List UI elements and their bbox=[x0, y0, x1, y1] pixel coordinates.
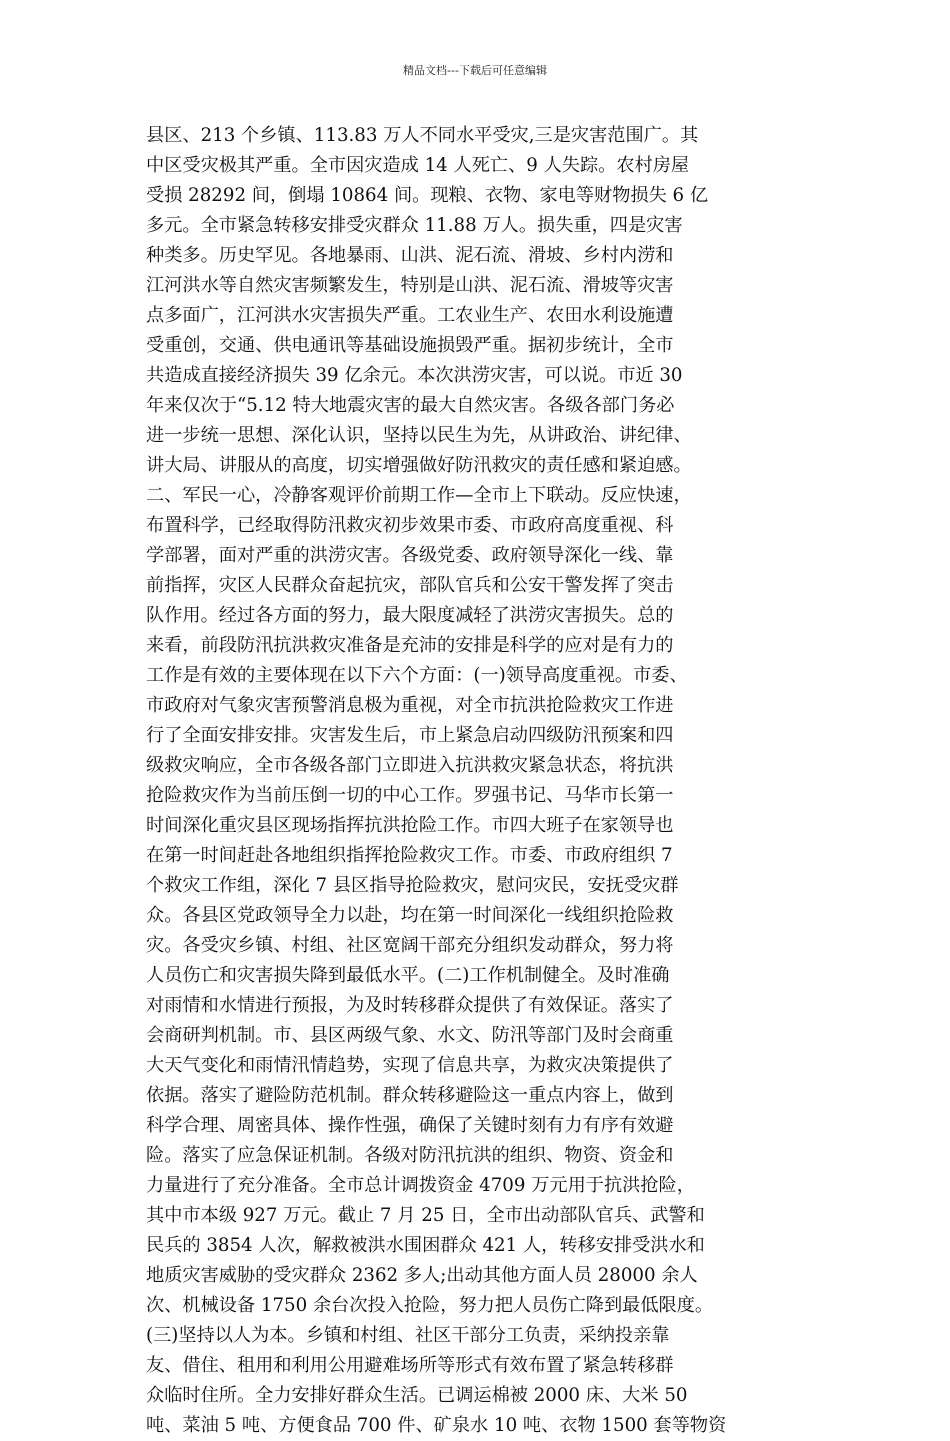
text-line: 个救灾工作组，深化 7 县区指导抢险救灾，慰问灾民，安抚受灾群 bbox=[146, 875, 679, 896]
text-line: 科学合理、周密具体、操作性强，确保了关键时刻有力有序有效避 bbox=[146, 1115, 674, 1136]
text-line: 工作是有效的主要体现在以下六个方面：(一)领导高度重视。市委、 bbox=[146, 665, 688, 686]
text-line: 受损 28292 间，倒塌 10864 间。现粮、衣物、家电等财物损失 6 亿 bbox=[146, 185, 709, 206]
text-line: 来看，前段防汛抗洪救灾准备是充沛的安排是科学的应对是有力的 bbox=[146, 635, 674, 656]
text-line: 会商研判机制。市、县区两级气象、水文、防汛等部门及时会商重 bbox=[146, 1025, 674, 1046]
text-line: 学部署，面对严重的洪涝灾害。各级党委、政府领导深化一线、靠 bbox=[146, 545, 674, 566]
text-line: 二、军民一心，冷静客观评价前期工作—全市上下联动。反应快速， bbox=[146, 485, 692, 506]
text-line: 种类多。历史罕见。各地暴雨、山洪、泥石流、滑坡、乡村内涝和 bbox=[146, 245, 674, 266]
text-line: 前指挥，灾区人民群众奋起抗灾，部队官兵和公安干警发挥了突击 bbox=[146, 575, 674, 596]
text-line: 行了全面安排安排。灾害发生后，市上紧急启动四级防汛预案和四 bbox=[146, 725, 674, 746]
text-line: 讲大局、讲服从的高度，切实增强做好防汛救灾的责任感和紧迫感。 bbox=[146, 455, 692, 476]
text-line: 大天气变化和雨情汛情趋势，实现了信息共享，为救灾决策提供了 bbox=[146, 1055, 674, 1076]
text-line: 友、借住、租用和利用公用避难场所等形式有效布置了紧急转移群 bbox=[146, 1355, 674, 1376]
text-line: 对雨情和水情进行预报，为及时转移群众提供了有效保证。落实了 bbox=[146, 995, 674, 1016]
text-line: 抢险救灾作为当前压倒一切的中心工作。罗强书记、马华市长第一 bbox=[146, 785, 674, 806]
text-line: (三)坚持以人为本。乡镇和村组、社区干部分工负责，采纳投亲靠 bbox=[146, 1325, 670, 1346]
text-line: 险。落实了应急保证机制。各级对防汛抗洪的组织、物资、资金和 bbox=[146, 1145, 674, 1166]
text-line: 队作用。经过各方面的努力，最大限度减轻了洪涝灾害损失。总的 bbox=[146, 605, 674, 626]
text-line: 次、机械设备 1750 余台次投入抢险，努力把人员伤亡降到最低限度。 bbox=[146, 1295, 714, 1316]
text-line: 其中市本级 927 万元。截止 7 月 25 日，全市出动部队官兵、武警和 bbox=[146, 1205, 705, 1226]
text-line: 受重创，交通、供电通讯等基础设施损毁严重。据初步统计，全市 bbox=[146, 335, 674, 356]
text-line: 县区、213 个乡镇、113.83 万人不同水平受灾,三是灾害范围广。其 bbox=[146, 125, 699, 146]
text-line: 中区受灾极其严重。全市因灾造成 14 人死亡、9 人失踪。农村房屋 bbox=[146, 155, 690, 176]
document-body bbox=[146, 121, 826, 1441]
text-line: 吨、菜油 5 吨、方便食品 700 件、矿泉水 10 吨、衣物 1500 套等物资 bbox=[146, 1415, 727, 1436]
text-line: 级救灾响应，全市各级各部门立即进入抗洪救灾紧急状态，将抗洪 bbox=[146, 755, 674, 776]
text-line: 时间深化重灾县区现场指挥抗洪抢险工作。市四大班子在家领导也 bbox=[146, 815, 674, 836]
text-line: 共造成直接经济损失 39 亿余元。本次洪涝灾害，可以说。市近 30 bbox=[146, 365, 683, 386]
text-line: 江河洪水等自然灾害频繁发生，特别是山洪、泥石流、滑坡等灾害 bbox=[146, 275, 674, 296]
text-line: 力量进行了充分准备。全市总计调拨资金 4709 万元用于抗洪抢险， bbox=[146, 1175, 695, 1196]
text-line: 进一步统一思想、深化认识，坚持以民生为先，从讲政治、讲纪律、 bbox=[146, 425, 692, 446]
text-line: 众。各县区党政领导全力以赴，均在第一时间深化一线组织抢险救 bbox=[146, 905, 674, 926]
text-line: 年来仅次于“5.12 特大地震灾害的最大自然灾害。各级各部门务必 bbox=[146, 395, 675, 416]
text-line: 市政府对气象灾害预警消息极为重视，对全市抗洪抢险救灾工作进 bbox=[146, 695, 674, 716]
text-line: 民兵的 3854 人次，解救被洪水围困群众 421 人，转移安排受洪水和 bbox=[146, 1235, 705, 1256]
text-line: 多元。全市紧急转移安排受灾群众 11.88 万人。损失重，四是灾害 bbox=[146, 215, 683, 236]
text-line: 灾。各受灾乡镇、村组、社区宽阔干部充分组织发动群众，努力将 bbox=[146, 935, 674, 956]
text-line: 地质灾害威胁的受灾群众 2362 多人;出动其他方面人员 28000 余人 bbox=[146, 1265, 698, 1286]
text-line: 人员伤亡和灾害损失降到最低水平。(二)工作机制健全。及时准确 bbox=[146, 965, 670, 986]
text-line: 在第一时间赶赴各地组织指挥抢险救灾工作。市委、市政府组织 7 bbox=[146, 845, 673, 866]
text-line: 依据。落实了避险防范机制。群众转移避险这一重点内容上，做到 bbox=[146, 1085, 674, 1106]
page-header: 精品文档---下载后可任意编辑 bbox=[403, 64, 547, 77]
text-line: 点多面广，江河洪水灾害损失严重。工农业生产、农田水利设施遭 bbox=[146, 305, 674, 326]
text-line: 众临时住所。全力安排好群众生活。已调运棉被 2000 床、大米 50 bbox=[146, 1385, 688, 1406]
text-line: 布置科学，已经取得防汛救灾初步效果市委、市政府高度重视、科 bbox=[146, 515, 674, 536]
